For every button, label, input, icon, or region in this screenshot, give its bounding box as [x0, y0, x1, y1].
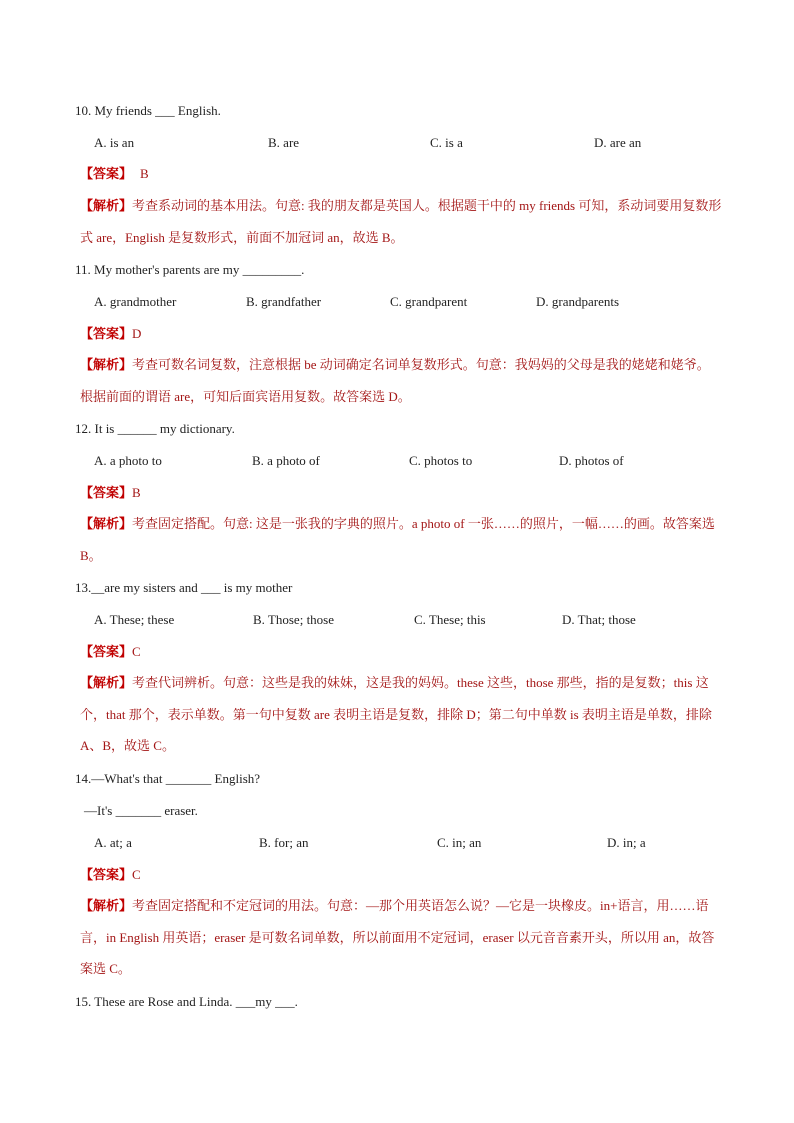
question-11-stem: 11. My mother's parents are my _________. [75, 262, 305, 277]
explanation-text: 考查代词辨析。句意：这些是我的妹妹，这是我的妈妈。these 这些，those 那些，指的是复数；this 这个，that 那个，表示单数。第一句中复数 are 表明主语是复数，排除 D；第二句中单数 is 表明主语是单数，排除 A、B，故选 C。 [80, 675, 712, 753]
q10-option-d: D. are an [594, 135, 642, 150]
answer-tag: 【答案】 [80, 485, 133, 500]
answer-value: B [132, 485, 141, 500]
explanation-tag: 【解析】 [80, 198, 133, 213]
q10-answer [80, 165, 149, 183]
q12-explanation [80, 508, 722, 571]
answer-value: D [132, 326, 142, 341]
q13-option-c: C. These; this [414, 612, 486, 627]
explanation-text: 考查系动词的基本用法。句意: 我的朋友都是英国人。根据题干中的 my friends 可知，系动词要用复数形式 are，English 是复数形式，前面不加冠词 an，故选 B。 [80, 198, 722, 245]
answer-value: B [140, 166, 149, 181]
answer-tag: 【答案】 [80, 644, 133, 659]
question-12-stem: 12. It is ______ my dictionary. [75, 421, 235, 436]
q13-option-a: A. These; these [94, 612, 175, 627]
explanation-text: 考查固定搭配。句意: 这是一张我的字典的照片。a photo of 一张……的照片，一幅……的画。故答案选 B。 [80, 516, 715, 563]
q12-option-c: C. photos to [409, 453, 473, 468]
q12-option-b: B. a photo of [252, 453, 320, 468]
question-14-stem: 14.—What's that _______ English? [75, 771, 261, 786]
q10-option-a: A. is an [94, 135, 135, 150]
answer-tag: 【答案】 [80, 326, 133, 341]
answer-value: C [132, 644, 141, 659]
question-10-stem: 10. My friends ___ English. [75, 103, 221, 118]
q10-option-b: B. are [268, 135, 300, 150]
q14-option-a: A. at; a [94, 835, 132, 850]
question-13-stem: 13.__are my sisters and ___ is my mother [75, 580, 293, 595]
q10-option-c: C. is a [430, 135, 463, 150]
explanation-tag: 【解析】 [80, 357, 133, 372]
q11-option-c: C. grandparent [390, 294, 468, 309]
q11-answer [80, 325, 141, 343]
explanation-text: 考查可数名词复数，注意根据 be 动词确定名词单复数形式。句意：我妈妈的父母是我的姥姥和姥爷。根据前面的谓语 are，可知后面宾语用复数。故答案选 D。 [80, 357, 710, 404]
q12-answer [80, 484, 141, 502]
q11-option-b: B. grandfather [246, 294, 322, 309]
question-15-stem: 15. These are Rose and Linda. ___my ___. [75, 994, 298, 1009]
question-14-stem-line2: —It's _______ eraser. [84, 803, 198, 818]
q14-explanation [80, 890, 722, 985]
q11-option-d: D. grandparents [536, 294, 620, 309]
answer-value: C [132, 867, 141, 882]
q14-option-c: C. in; an [437, 835, 482, 850]
q14-answer [80, 866, 141, 884]
q12-option-d: D. photos of [559, 453, 624, 468]
explanation-text: 考查固定搭配和不定冠词的用法。句意：—那个用英语怎么说？—它是一块橡皮。in+语言，用……语言，in English 用英语；eraser 是可数名词单数，所以前面用不定冠词，eraser 以元音音素开头，所以用 an，故答案选 C。 [80, 898, 715, 976]
explanation-tag: 【解析】 [80, 516, 133, 531]
q12-option-a: A. a photo to [94, 453, 162, 468]
q13-option-d: D. That; those [562, 612, 636, 627]
q13-explanation [80, 667, 722, 762]
q14-option-d: D. in; a [607, 835, 646, 850]
q10-explanation [80, 190, 722, 253]
q13-answer [80, 643, 141, 661]
explanation-tag: 【解析】 [80, 675, 133, 690]
answer-tag: 【答案】 [80, 867, 133, 882]
q13-option-b: B. Those; those [253, 612, 335, 627]
answer-tag: 【答案】 [80, 166, 133, 181]
q11-explanation [80, 349, 722, 412]
q14-option-b: B. for; an [259, 835, 309, 850]
explanation-tag: 【解析】 [80, 898, 133, 913]
q11-option-a: A. grandmother [94, 294, 177, 309]
